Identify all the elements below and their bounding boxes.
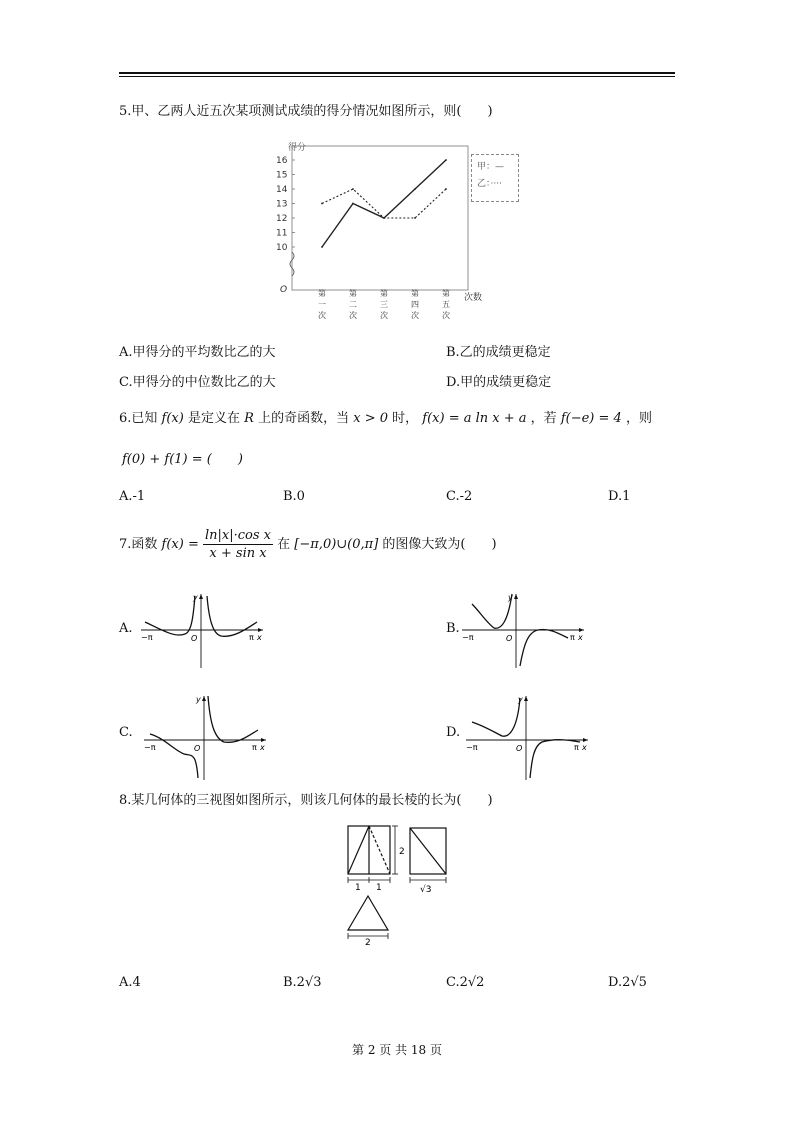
q5-origin-label: O xyxy=(280,285,288,295)
q8-dim-h: 2 xyxy=(399,847,405,857)
q5-xtick-label: 第四次 xyxy=(411,289,419,320)
q5-ytick-label: 15 xyxy=(276,170,288,181)
q7-stem xyxy=(119,527,497,562)
q6-option-b: B.0 xyxy=(283,489,305,504)
q7-option-d-label: D. xyxy=(446,725,461,740)
q8-three-views xyxy=(340,822,460,947)
q5-option-b: B.乙的成绩更稳定 xyxy=(446,345,551,360)
q7-prefix: 7.函数 xyxy=(119,537,158,552)
curve-left xyxy=(472,698,520,736)
neg-pi-label: −π xyxy=(462,633,474,642)
y-label: y xyxy=(193,593,198,602)
q5-series-jia-line xyxy=(322,160,446,247)
q5-legend xyxy=(471,154,519,202)
q8-stem: 8.某几何体的三视图如图所示，则该几何体的最长棱的长为( ) xyxy=(119,793,493,808)
origin-label: O xyxy=(194,744,201,753)
q5-ylabel: 得分 xyxy=(288,143,307,153)
q6-cond: x > 0 xyxy=(353,411,388,426)
q8-dim-w2: 1 xyxy=(376,883,382,893)
curve-right xyxy=(208,696,258,742)
q7-option-c-label: C. xyxy=(119,725,133,740)
y-label: y xyxy=(518,695,523,704)
q6-mid5: ，则 xyxy=(625,411,652,426)
q5-legend-item-jia: 甲：— xyxy=(477,162,505,172)
x-axis-arrow xyxy=(261,738,266,742)
header-rule-thin xyxy=(119,76,675,77)
curve-right xyxy=(520,629,568,666)
y-label: y xyxy=(196,695,201,704)
y-axis-arrow xyxy=(514,594,518,599)
x-label: x xyxy=(257,633,262,642)
q7-lhs: f(x) = xyxy=(161,537,199,552)
y-axis-arrow xyxy=(202,696,206,701)
q5-plot-frame xyxy=(292,146,468,290)
q5-ytick-label: 16 xyxy=(276,156,288,166)
q7-suffix: 的图像大致为( ) xyxy=(382,537,497,552)
neg-pi-label: −π xyxy=(144,743,156,752)
q7-graph-c xyxy=(140,692,270,782)
q5-ytick-label: 11 xyxy=(276,228,288,239)
q7-option-b-label: B. xyxy=(446,621,460,636)
q5-option-d: D.甲的成绩更稳定 xyxy=(446,375,552,390)
q8-side-view xyxy=(410,828,446,883)
neg-pi-label: −π xyxy=(141,633,153,642)
x-axis-arrow xyxy=(579,628,584,632)
q6-prefix: 6.已知 xyxy=(119,411,158,426)
header-rule-thick xyxy=(119,72,675,74)
q6-stem-line1 xyxy=(119,410,652,428)
q8-option-c: C.2√2 xyxy=(446,975,485,990)
q6-given: f(−e) = 4 xyxy=(560,411,622,426)
q6-mid4: ，若 xyxy=(530,411,557,426)
page-footer: 第 2 页 共 18 页 xyxy=(352,1043,442,1057)
q5-xtick-label: 第五次 xyxy=(442,289,450,320)
q5-series-point xyxy=(383,217,385,219)
x-label: x xyxy=(582,743,587,752)
q8-option-d: D.2√5 xyxy=(608,975,647,990)
q5-xtick-label: 第一次 xyxy=(318,289,326,320)
q6-option-a: A.-1 xyxy=(119,489,146,504)
x-label: x xyxy=(578,633,583,642)
x-axis-arrow xyxy=(583,738,588,742)
q5-stem: 5.甲、乙两人近五次某项测试成绩的得分情况如图所示，则( ) xyxy=(119,104,493,119)
pi-label: π xyxy=(570,633,575,642)
q7-graph-d xyxy=(462,692,592,782)
origin-label: O xyxy=(191,634,198,643)
origin-label: O xyxy=(506,634,513,643)
q7-graph-b xyxy=(458,590,588,670)
pi-label: π xyxy=(249,633,254,642)
curve-left xyxy=(150,734,201,778)
q6-r: R xyxy=(244,411,254,426)
q6-option-c: C.-2 xyxy=(446,489,473,504)
y-label: y xyxy=(508,593,513,602)
q5-xtick-label: 第二次 xyxy=(349,289,357,320)
q7-option-a-label: A. xyxy=(119,621,133,636)
q5-series-point xyxy=(445,188,447,190)
pi-label: π xyxy=(252,743,257,752)
y-axis-arrow xyxy=(524,696,528,701)
q5-ytick-label: 10 xyxy=(276,243,288,253)
q7-fraction xyxy=(203,527,273,562)
y-axis-arrow xyxy=(199,594,203,599)
q7-denominator: x + sin x xyxy=(209,546,267,561)
q5-series-point xyxy=(352,188,354,190)
q6-mid1: 是定义在 xyxy=(187,411,240,426)
q8-dim-w1: 1 xyxy=(355,883,361,893)
q8-option-b: B.2√3 xyxy=(283,975,322,990)
q5-series-point xyxy=(352,203,354,205)
q8-option-a: A.4 xyxy=(119,975,141,990)
q6-mid3: 时， xyxy=(392,411,419,426)
q6-fx: f(x) xyxy=(161,411,184,426)
q6-def: f(x) = a ln x + a xyxy=(422,411,527,426)
q6-option-d: D.1 xyxy=(608,489,631,504)
q5-xtick-label: 第三次 xyxy=(380,289,388,320)
curve-right xyxy=(530,740,580,778)
q5-legend-item-yi: 乙：···· xyxy=(477,179,502,189)
q5-series-point xyxy=(445,159,447,161)
q5-series-point xyxy=(414,188,416,190)
q5-series-point xyxy=(414,217,416,219)
q5-series-point xyxy=(321,203,323,205)
q8-dim-side: √3 xyxy=(420,885,432,895)
q5-series-yi-line xyxy=(322,189,446,218)
q5-xlabel: 次数 xyxy=(464,293,483,303)
origin-label: O xyxy=(516,744,523,753)
pi-label: π xyxy=(574,743,579,752)
q7-numerator: ln|x|·cos x xyxy=(205,528,271,543)
q7-graph-a xyxy=(137,590,267,670)
q6-mid2: 上的奇函数，当 xyxy=(258,411,350,426)
q5-ytick-label: 13 xyxy=(276,199,288,210)
q5-option-c: C.甲得分的中位数比乙的大 xyxy=(119,375,276,390)
q7-mid: 在 xyxy=(277,537,291,552)
q8-top-view xyxy=(348,896,388,939)
curve-left xyxy=(472,594,512,628)
q5-ytick-label: 12 xyxy=(276,214,288,224)
q5-ytick-label: 14 xyxy=(276,185,288,195)
x-axis-arrow xyxy=(258,628,263,632)
q8-dim-base: 2 xyxy=(365,938,371,947)
q8-front-view xyxy=(348,826,398,883)
q7-domain: [−π,0)∪(0,π] xyxy=(294,537,379,552)
curve-left xyxy=(145,596,195,635)
q5-series-point xyxy=(321,246,323,248)
x-label: x xyxy=(260,743,265,752)
q5-option-a: A.甲得分的平均数比乙的大 xyxy=(119,345,276,360)
neg-pi-label: −π xyxy=(466,743,478,752)
q6-ask: f(0) + f(1) = ( ) xyxy=(122,452,243,467)
